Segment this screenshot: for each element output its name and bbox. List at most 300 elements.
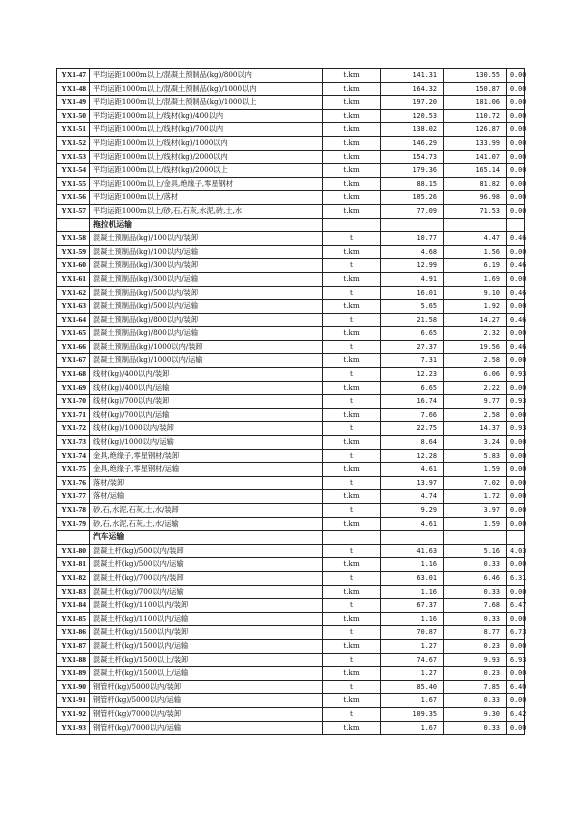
- labor-cost-cell: 6.06: [444, 368, 507, 382]
- table-row: [57, 639, 525, 653]
- table-row: [57, 653, 525, 667]
- price-cell: 6.65: [381, 327, 444, 341]
- price-cell: 12.23: [381, 368, 444, 382]
- unit-cell: t.km: [323, 300, 381, 314]
- labor-cost-cell: 126.87: [444, 123, 507, 137]
- item-code-cell: YX1-59: [57, 245, 90, 259]
- table-row: [57, 667, 525, 681]
- price-cell: 146.29: [381, 136, 444, 150]
- labor-cost-cell: 1.59: [444, 463, 507, 477]
- price-cell: 9.29: [381, 504, 444, 518]
- item-name-cell: 平均运距1000m以上/线材(kg)/2000以上: [90, 164, 323, 178]
- item-code-cell: YX1-81: [57, 558, 90, 572]
- price-cell: 4.91: [381, 272, 444, 286]
- price-cell: 10.77: [381, 232, 444, 246]
- item-name-cell: 混凝土杆(kg)/500以内/装卸: [90, 544, 323, 558]
- labor-cost-cell: 4.47: [444, 232, 507, 246]
- labor-cost-cell: 0.33: [444, 612, 507, 626]
- item-code-cell: YX1-61: [57, 272, 90, 286]
- labor-cost-cell: 1.56: [444, 245, 507, 259]
- machine-cost-cell: 0.00: [507, 639, 525, 653]
- price-cell: 88.15: [381, 177, 444, 191]
- price-cell: 1.27: [381, 667, 444, 681]
- unit-cell: t.km: [323, 436, 381, 450]
- item-name-cell: 平均运距1000m以上/线材(kg)/700以内: [90, 123, 323, 137]
- labor-cost-cell: 9.93: [444, 653, 507, 667]
- unit-cell: t: [323, 286, 381, 300]
- unit-cell: t.km: [323, 585, 381, 599]
- table-row: [57, 707, 525, 721]
- price-cell: [381, 531, 444, 545]
- labor-cost-cell: 7.68: [444, 599, 507, 613]
- machine-cost-cell: 0.00: [507, 694, 525, 708]
- machine-cost-cell: 0.46: [507, 232, 525, 246]
- machine-cost-cell: 0.46: [507, 313, 525, 327]
- labor-cost-cell: 141.07: [444, 150, 507, 164]
- item-code-cell: [57, 218, 90, 232]
- machine-cost-cell: 0.00: [507, 612, 525, 626]
- item-name-cell: 砂,石,水泥,石灰,土,水/运输: [90, 517, 323, 531]
- unit-cell: t.km: [323, 408, 381, 422]
- labor-cost-cell: 5.16: [444, 544, 507, 558]
- unit-cell: t.km: [323, 82, 381, 96]
- unit-cell: t.km: [323, 490, 381, 504]
- price-cell: 1.27: [381, 639, 444, 653]
- price-cell: [381, 218, 444, 232]
- price-cell: 179.36: [381, 164, 444, 178]
- table-row: [57, 368, 525, 382]
- machine-cost-cell: 0.00: [507, 204, 525, 218]
- item-name-cell: 平均运距1000m以上/砂,石,石灰,水泥,砖,土,水: [90, 204, 323, 218]
- item-code-cell: YX1-73: [57, 436, 90, 450]
- unit-cell: t.km: [323, 354, 381, 368]
- item-code-cell: YX1-91: [57, 694, 90, 708]
- table-row: [57, 721, 525, 735]
- machine-cost-cell: 0.00: [507, 123, 525, 137]
- price-cell: 22.75: [381, 422, 444, 436]
- item-code-cell: YX1-68: [57, 368, 90, 382]
- machine-cost-cell: 6.73: [507, 626, 525, 640]
- labor-cost-cell: 0.33: [444, 585, 507, 599]
- item-code-cell: YX1-62: [57, 286, 90, 300]
- unit-cell: t: [323, 340, 381, 354]
- item-name-cell: 混凝土杆(kg)/500以内/运输: [90, 558, 323, 572]
- item-name-cell: 钢管杆(kg)/7000以内/装卸: [90, 707, 323, 721]
- unit-cell: t.km: [323, 109, 381, 123]
- item-name-cell: 拖拉机运输: [90, 218, 323, 232]
- table-row: [57, 422, 525, 436]
- price-cell: 70.87: [381, 626, 444, 640]
- item-name-cell: 落材/装卸: [90, 476, 323, 490]
- machine-cost-cell: 0.00: [507, 245, 525, 259]
- machine-cost-cell: 0.00: [507, 449, 525, 463]
- price-cell: 120.53: [381, 109, 444, 123]
- machine-cost-cell: 0.00: [507, 721, 525, 735]
- item-code-cell: YX1-53: [57, 150, 90, 164]
- unit-cell: t: [323, 680, 381, 694]
- unit-cell: t.km: [323, 694, 381, 708]
- item-name-cell: 混凝土杆(kg)/1500以内/运输: [90, 639, 323, 653]
- labor-cost-cell: 150.87: [444, 82, 507, 96]
- labor-cost-cell: 2.32: [444, 327, 507, 341]
- table-row: [57, 517, 525, 531]
- machine-cost-cell: 4.03: [507, 544, 525, 558]
- item-name-cell: 平均运距1000m以上/线材(kg)/2000以内: [90, 150, 323, 164]
- table-row: [57, 272, 525, 286]
- price-cell: 74.67: [381, 653, 444, 667]
- machine-cost-cell: 0.00: [507, 150, 525, 164]
- price-cell: 197.20: [381, 96, 444, 110]
- item-code-cell: YX1-58: [57, 232, 90, 246]
- labor-cost-cell: 2.58: [444, 408, 507, 422]
- table-row: [57, 286, 525, 300]
- labor-cost-cell: 3.24: [444, 436, 507, 450]
- price-cell: 1.67: [381, 721, 444, 735]
- item-name-cell: 混凝土杆(kg)/1500以上/运输: [90, 667, 323, 681]
- unit-cell: t.km: [323, 136, 381, 150]
- rate-table: [56, 68, 525, 735]
- machine-cost-cell: 0.00: [507, 476, 525, 490]
- item-name-cell: 混凝土杆(kg)/1500以上/装卸: [90, 653, 323, 667]
- table-row: [57, 490, 525, 504]
- unit-cell: t: [323, 313, 381, 327]
- unit-cell: [323, 218, 381, 232]
- machine-cost-cell: 6.42: [507, 707, 525, 721]
- machine-cost-cell: 6.40: [507, 680, 525, 694]
- item-code-cell: YX1-71: [57, 408, 90, 422]
- item-name-cell: 汽车运输: [90, 531, 323, 545]
- table-row: [57, 204, 525, 218]
- item-code-cell: YX1-56: [57, 191, 90, 205]
- item-name-cell: 混凝土杆(kg)/1500以内/装卸: [90, 626, 323, 640]
- item-code-cell: YX1-75: [57, 463, 90, 477]
- table-row: [57, 150, 525, 164]
- machine-cost-cell: 6.47: [507, 599, 525, 613]
- table-row: [57, 599, 525, 613]
- item-code-cell: YX1-82: [57, 571, 90, 585]
- labor-cost-cell: 19.56: [444, 340, 507, 354]
- labor-cost-cell: 7.02: [444, 476, 507, 490]
- machine-cost-cell: [507, 218, 525, 232]
- item-code-cell: YX1-74: [57, 449, 90, 463]
- unit-cell: t: [323, 653, 381, 667]
- table-row: [57, 449, 525, 463]
- item-code-cell: YX1-93: [57, 721, 90, 735]
- item-name-cell: 平均运距1000m以上/金具,绝缘子,零星钢材: [90, 177, 323, 191]
- machine-cost-cell: 0.00: [507, 164, 525, 178]
- price-cell: 1.16: [381, 612, 444, 626]
- item-code-cell: YX1-88: [57, 653, 90, 667]
- machine-cost-cell: 0.93: [507, 422, 525, 436]
- labor-cost-cell: 130.55: [444, 69, 507, 83]
- machine-cost-cell: 0.00: [507, 272, 525, 286]
- price-cell: 105.26: [381, 191, 444, 205]
- item-code-cell: YX1-50: [57, 109, 90, 123]
- item-name-cell: 平均运距1000m以上/落材: [90, 191, 323, 205]
- labor-cost-cell: 0.33: [444, 694, 507, 708]
- labor-cost-cell: 1.72: [444, 490, 507, 504]
- price-cell: 12.28: [381, 449, 444, 463]
- unit-cell: t: [323, 368, 381, 382]
- item-code-cell: YX1-79: [57, 517, 90, 531]
- machine-cost-cell: 0.46: [507, 340, 525, 354]
- item-name-cell: 平均运距1000m以上/混凝土预制品(kg)/800以内: [90, 69, 323, 83]
- labor-cost-cell: 6.46: [444, 571, 507, 585]
- item-code-cell: YX1-77: [57, 490, 90, 504]
- unit-cell: t.km: [323, 191, 381, 205]
- unit-cell: t: [323, 259, 381, 273]
- item-name-cell: 线材(kg)/400以内/运输: [90, 381, 323, 395]
- labor-cost-cell: 8.77: [444, 626, 507, 640]
- machine-cost-cell: 0.00: [507, 69, 525, 83]
- item-name-cell: 钢管杆(kg)/5000以内/装卸: [90, 680, 323, 694]
- item-name-cell: 混凝土杆(kg)/1100以内/装卸: [90, 599, 323, 613]
- price-cell: 63.01: [381, 571, 444, 585]
- machine-cost-cell: 0.00: [507, 136, 525, 150]
- machine-cost-cell: 0.00: [507, 96, 525, 110]
- price-cell: 67.37: [381, 599, 444, 613]
- machine-cost-cell: 0.00: [507, 585, 525, 599]
- unit-cell: t: [323, 626, 381, 640]
- labor-cost-cell: [444, 531, 507, 545]
- table-row: [57, 436, 525, 450]
- item-name-cell: 混凝土预制品(kg)/1000以内/运输: [90, 354, 323, 368]
- labor-cost-cell: 0.33: [444, 721, 507, 735]
- machine-cost-cell: 0.00: [507, 408, 525, 422]
- table-row: [57, 585, 525, 599]
- labor-cost-cell: 7.85: [444, 680, 507, 694]
- item-code-cell: YX1-48: [57, 82, 90, 96]
- table-row: [57, 694, 525, 708]
- item-name-cell: 混凝土预制品(kg)/500以内/装卸: [90, 286, 323, 300]
- table-row: [57, 571, 525, 585]
- unit-cell: t.km: [323, 463, 381, 477]
- price-cell: 13.97: [381, 476, 444, 490]
- unit-cell: t: [323, 544, 381, 558]
- unit-cell: t.km: [323, 639, 381, 653]
- item-code-cell: YX1-64: [57, 313, 90, 327]
- item-name-cell: 混凝土杆(kg)/700以内/装卸: [90, 571, 323, 585]
- table-row: [57, 96, 525, 110]
- section-header-row: [57, 218, 525, 232]
- labor-cost-cell: 9.77: [444, 395, 507, 409]
- labor-cost-cell: 96.98: [444, 191, 507, 205]
- machine-cost-cell: 0.00: [507, 300, 525, 314]
- machine-cost-cell: 0.00: [507, 436, 525, 450]
- labor-cost-cell: 6.19: [444, 259, 507, 273]
- unit-cell: t.km: [323, 558, 381, 572]
- price-cell: 4.74: [381, 490, 444, 504]
- table-row: [57, 463, 525, 477]
- price-cell: 4.61: [381, 517, 444, 531]
- item-code-cell: YX1-60: [57, 259, 90, 273]
- table-row: [57, 340, 525, 354]
- item-name-cell: 砂,石,水泥,石灰,土,水/装卸: [90, 504, 323, 518]
- price-cell: 138.02: [381, 123, 444, 137]
- item-code-cell: YX1-49: [57, 96, 90, 110]
- item-name-cell: 线材(kg)/700以内/运输: [90, 408, 323, 422]
- item-code-cell: YX1-70: [57, 395, 90, 409]
- machine-cost-cell: 0.46: [507, 286, 525, 300]
- unit-cell: t: [323, 504, 381, 518]
- unit-cell: t.km: [323, 204, 381, 218]
- machine-cost-cell: 0.00: [507, 109, 525, 123]
- machine-cost-cell: 0.00: [507, 177, 525, 191]
- table-row: [57, 626, 525, 640]
- table-row: [57, 123, 525, 137]
- machine-cost-cell: 0.00: [507, 517, 525, 531]
- item-name-cell: 落材/运输: [90, 490, 323, 504]
- item-name-cell: 平均运距1000m以上/线材(kg)/1000以内: [90, 136, 323, 150]
- item-code-cell: YX1-92: [57, 707, 90, 721]
- table-row: [57, 504, 525, 518]
- item-code-cell: YX1-85: [57, 612, 90, 626]
- labor-cost-cell: 1.59: [444, 517, 507, 531]
- item-code-cell: YX1-83: [57, 585, 90, 599]
- unit-cell: t: [323, 449, 381, 463]
- unit-cell: t.km: [323, 164, 381, 178]
- unit-cell: t.km: [323, 123, 381, 137]
- section-header-row: [57, 531, 525, 545]
- item-name-cell: 金具,绝缘子,零星钢材/运输: [90, 463, 323, 477]
- machine-cost-cell: 6.93: [507, 653, 525, 667]
- item-code-cell: YX1-57: [57, 204, 90, 218]
- item-code-cell: [57, 531, 90, 545]
- unit-cell: t.km: [323, 327, 381, 341]
- item-code-cell: YX1-67: [57, 354, 90, 368]
- table-row: [57, 245, 525, 259]
- price-cell: 141.31: [381, 69, 444, 83]
- machine-cost-cell: 0.00: [507, 463, 525, 477]
- unit-cell: t.km: [323, 721, 381, 735]
- machine-cost-cell: 0.00: [507, 327, 525, 341]
- unit-cell: t.km: [323, 667, 381, 681]
- table-row: [57, 259, 525, 273]
- item-name-cell: 线材(kg)/400以内/装卸: [90, 368, 323, 382]
- item-code-cell: YX1-47: [57, 69, 90, 83]
- item-name-cell: 混凝土预制品(kg)/300以内/装卸: [90, 259, 323, 273]
- table-row: [57, 109, 525, 123]
- price-cell: 41.63: [381, 544, 444, 558]
- labor-cost-cell: 2.22: [444, 381, 507, 395]
- machine-cost-cell: 0.46: [507, 259, 525, 273]
- unit-cell: t.km: [323, 381, 381, 395]
- unit-cell: t.km: [323, 96, 381, 110]
- labor-cost-cell: 0.33: [444, 558, 507, 572]
- table-row: [57, 191, 525, 205]
- price-cell: 7.31: [381, 354, 444, 368]
- labor-cost-cell: 1.92: [444, 300, 507, 314]
- table-row: [57, 69, 525, 83]
- item-name-cell: 平均运距1000m以上/混凝土预制品(kg)/1000以内: [90, 82, 323, 96]
- item-code-cell: YX1-86: [57, 626, 90, 640]
- table-row: [57, 232, 525, 246]
- unit-cell: [323, 531, 381, 545]
- price-cell: 77.09: [381, 204, 444, 218]
- unit-cell: t.km: [323, 612, 381, 626]
- machine-cost-cell: 0.00: [507, 558, 525, 572]
- labor-cost-cell: 14.37: [444, 422, 507, 436]
- item-code-cell: YX1-84: [57, 599, 90, 613]
- unit-cell: t: [323, 571, 381, 585]
- unit-cell: t.km: [323, 245, 381, 259]
- unit-cell: t.km: [323, 150, 381, 164]
- labor-cost-cell: 9.30: [444, 707, 507, 721]
- table-row: [57, 395, 525, 409]
- unit-cell: t.km: [323, 177, 381, 191]
- labor-cost-cell: 81.82: [444, 177, 507, 191]
- table-row: [57, 680, 525, 694]
- labor-cost-cell: 0.23: [444, 667, 507, 681]
- price-cell: 1.67: [381, 694, 444, 708]
- labor-cost-cell: 3.97: [444, 504, 507, 518]
- price-cell: 16.01: [381, 286, 444, 300]
- price-cell: 164.32: [381, 82, 444, 96]
- machine-cost-cell: 6.31: [507, 571, 525, 585]
- rate-table-body: [57, 69, 525, 735]
- price-cell: 6.65: [381, 381, 444, 395]
- item-name-cell: 混凝土杆(kg)/700以内/运输: [90, 585, 323, 599]
- table-row: [57, 408, 525, 422]
- item-name-cell: 线材(kg)/700以内/装卸: [90, 395, 323, 409]
- item-code-cell: YX1-65: [57, 327, 90, 341]
- price-cell: 85.40: [381, 680, 444, 694]
- price-cell: 109.35: [381, 707, 444, 721]
- item-name-cell: 混凝土预制品(kg)/800以内/运输: [90, 327, 323, 341]
- item-code-cell: YX1-63: [57, 300, 90, 314]
- price-cell: 12.99: [381, 259, 444, 273]
- labor-cost-cell: 71.53: [444, 204, 507, 218]
- item-code-cell: YX1-78: [57, 504, 90, 518]
- machine-cost-cell: 0.00: [507, 667, 525, 681]
- labor-cost-cell: 0.23: [444, 639, 507, 653]
- labor-cost-cell: [444, 218, 507, 232]
- table-row: [57, 300, 525, 314]
- table-row: [57, 612, 525, 626]
- price-cell: 154.73: [381, 150, 444, 164]
- item-name-cell: 金具,绝缘子,零星钢材/装卸: [90, 449, 323, 463]
- machine-cost-cell: [507, 531, 525, 545]
- machine-cost-cell: 0.93: [507, 395, 525, 409]
- table-row: [57, 82, 525, 96]
- item-code-cell: YX1-51: [57, 123, 90, 137]
- unit-cell: t: [323, 476, 381, 490]
- price-cell: 1.16: [381, 585, 444, 599]
- table-row: [57, 476, 525, 490]
- unit-cell: t: [323, 707, 381, 721]
- item-name-cell: 线材(kg)/1000以内/装卸: [90, 422, 323, 436]
- item-code-cell: YX1-55: [57, 177, 90, 191]
- unit-cell: t: [323, 232, 381, 246]
- labor-cost-cell: 133.99: [444, 136, 507, 150]
- table-row: [57, 136, 525, 150]
- machine-cost-cell: 0.00: [507, 354, 525, 368]
- price-cell: 8.64: [381, 436, 444, 450]
- item-code-cell: YX1-69: [57, 381, 90, 395]
- labor-cost-cell: 165.14: [444, 164, 507, 178]
- unit-cell: t.km: [323, 69, 381, 83]
- price-cell: 21.58: [381, 313, 444, 327]
- item-code-cell: YX1-89: [57, 667, 90, 681]
- unit-cell: t: [323, 422, 381, 436]
- price-cell: 16.74: [381, 395, 444, 409]
- item-name-cell: 平均运距1000m以上/混凝土预制品(kg)/1000以上: [90, 96, 323, 110]
- machine-cost-cell: 0.00: [507, 504, 525, 518]
- unit-cell: t.km: [323, 517, 381, 531]
- table-row: [57, 164, 525, 178]
- item-name-cell: 钢管杆(kg)/7000以内/运输: [90, 721, 323, 735]
- price-cell: 1.16: [381, 558, 444, 572]
